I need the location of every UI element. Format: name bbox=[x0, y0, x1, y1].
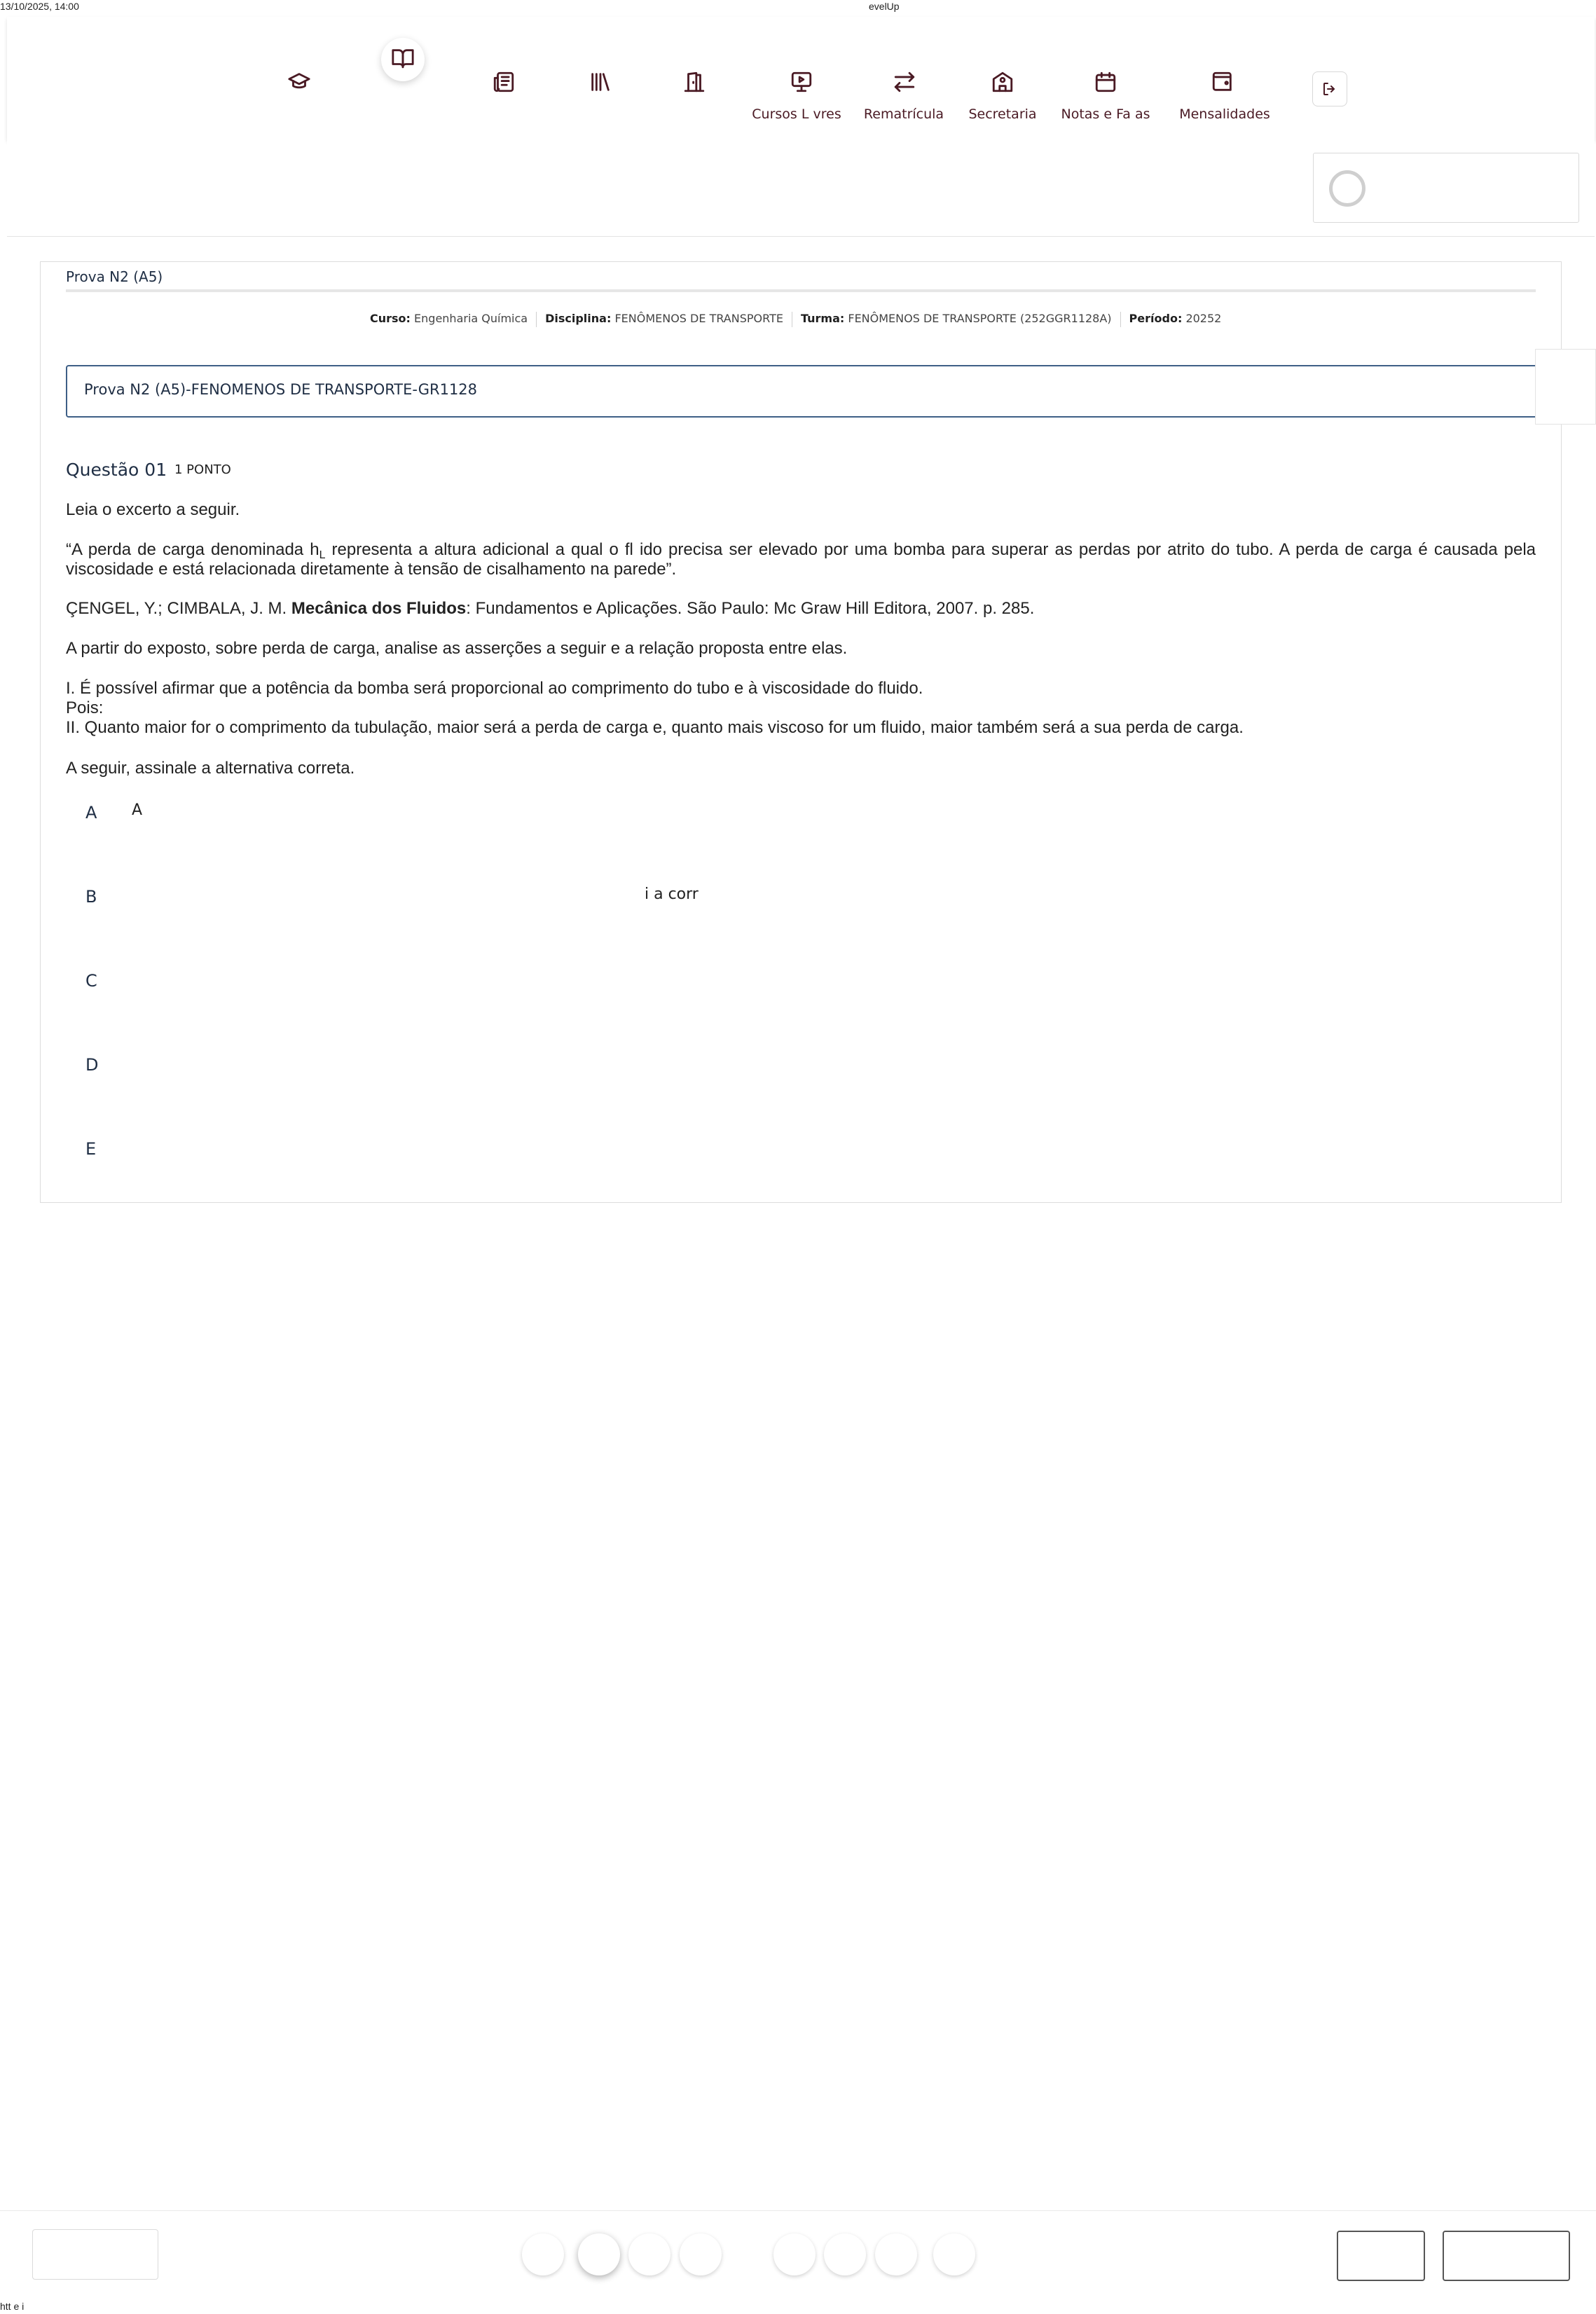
option-letter[interactable]: E bbox=[85, 1139, 97, 1159]
door-icon bbox=[682, 70, 706, 94]
page-dot-current[interactable] bbox=[578, 2233, 620, 2275]
question-navigation-footer bbox=[0, 2210, 1596, 2294]
page-dot[interactable] bbox=[680, 2233, 722, 2275]
nav-label-reenrollment[interactable]: Rematrícula bbox=[863, 106, 944, 122]
page-dot[interactable] bbox=[522, 2233, 564, 2275]
newspaper-icon bbox=[492, 70, 516, 94]
question-intro: Leia o excerto a seguir. bbox=[66, 500, 240, 519]
nav-item-access[interactable] bbox=[682, 70, 706, 94]
page-dot[interactable] bbox=[824, 2233, 866, 2275]
exam-meta-bar bbox=[370, 312, 1230, 327]
page-dot[interactable] bbox=[628, 2233, 670, 2275]
option-letter[interactable]: B bbox=[85, 887, 97, 907]
print-header bbox=[0, 0, 1596, 14]
option-text[interactable]: A bbox=[132, 801, 143, 819]
question-number: Questão 01 bbox=[66, 460, 167, 480]
page-dot[interactable] bbox=[875, 2233, 917, 2275]
avatar bbox=[1329, 170, 1365, 207]
meta-disciplina: Disciplina: FENÔMENOS DE TRANSPORTE bbox=[536, 312, 792, 327]
question-assertion-1: I. É possível afirmar que a potência da bomba será proporcional ao comprimento do tubo e à viscosidade do fluido. bbox=[66, 679, 923, 698]
question-reference: ÇENGEL, Y.; CIMBALA, J. M. Mecânica dos Fluidos: Fundamentos e Aplicações. São Paulo: Mc Graw Hill Editora, 2007. p. 285. bbox=[66, 599, 1035, 618]
play-screen-icon bbox=[790, 70, 813, 94]
library-icon bbox=[589, 70, 612, 94]
open-book-icon bbox=[391, 46, 415, 70]
nav-item-secretary[interactable] bbox=[991, 70, 1014, 94]
option-letter[interactable]: D bbox=[85, 1055, 99, 1075]
page-dot[interactable] bbox=[773, 2233, 816, 2275]
nav-item-tuition[interactable] bbox=[1211, 70, 1234, 94]
nav-item-courses[interactable] bbox=[287, 70, 311, 94]
exam-title: Prova N2 (A5)-FENOMENOS DE TRANSPORTE-GR1128 bbox=[84, 381, 478, 398]
nav-label-secretary[interactable]: Secretaria bbox=[968, 106, 1037, 122]
nav-item-library[interactable] bbox=[589, 70, 612, 94]
question-pois: Pois: bbox=[66, 698, 104, 717]
nav-item-reenrollment[interactable] bbox=[893, 70, 916, 94]
side-panel-tab[interactable] bbox=[1535, 349, 1596, 425]
graduation-cap-icon bbox=[287, 70, 311, 94]
page-dot[interactable] bbox=[933, 2233, 975, 2275]
print-footer-url: htt e i bbox=[0, 2301, 25, 2312]
question-prompt: A seguir, assinale a alternativa correta. bbox=[66, 759, 355, 778]
question-instruction: A partir do exposto, sobre perda de carga, analise as asserções a seguir e a relação proposta entre elas. bbox=[66, 639, 848, 658]
top-navigation bbox=[7, 17, 1595, 140]
wallet-icon bbox=[1211, 70, 1234, 94]
print-title: evelUp bbox=[869, 1, 900, 12]
previous-button[interactable] bbox=[1337, 2231, 1425, 2281]
user-card[interactable] bbox=[1313, 153, 1579, 223]
nav-item-studies[interactable] bbox=[391, 46, 415, 70]
meta-curso: Curso: Engenharia Química bbox=[370, 312, 528, 325]
nav-item-news[interactable] bbox=[492, 70, 516, 94]
meta-periodo: Período: 20252 bbox=[1120, 312, 1230, 327]
calendar-icon bbox=[1094, 70, 1117, 94]
panel-divider bbox=[66, 289, 1536, 292]
nav-label-free-courses[interactable]: Cursos L vres bbox=[752, 106, 841, 122]
exam-title-box bbox=[66, 365, 1596, 418]
nav-label-grades[interactable]: Notas e Fa as bbox=[1061, 106, 1150, 122]
footer-left-button[interactable] bbox=[32, 2229, 158, 2280]
question-points: 1 PONTO bbox=[174, 462, 231, 477]
question-quote: “A perda de carga denominada $h_L$ representa a altura adicional a qual o fl ido precisa ser elevado por uma bomba para superar as perdas por atrito do tubo. A perda de carga é causada pela viscosidade e está relacionada diretamente à tensão de cisalhamento na parede”. bbox=[66, 540, 1536, 579]
logout-button[interactable] bbox=[1312, 71, 1347, 106]
nav-item-grades[interactable] bbox=[1094, 70, 1117, 94]
option-letter[interactable]: C bbox=[85, 971, 97, 991]
print-timestamp: 13/10/2025, 14:00 bbox=[0, 1, 79, 12]
next-button[interactable] bbox=[1443, 2231, 1570, 2281]
nav-item-free-courses[interactable] bbox=[790, 70, 813, 94]
option-letter[interactable]: A bbox=[85, 803, 97, 822]
school-building-icon bbox=[991, 70, 1014, 94]
meta-turma: Turma: FENÔMENOS DE TRANSPORTE (252GGR1128A) bbox=[792, 312, 1120, 327]
swap-arrows-icon bbox=[893, 70, 916, 94]
panel-title: Prova N2 (A5) bbox=[66, 268, 163, 285]
logout-icon bbox=[1321, 81, 1338, 97]
option-text[interactable]: i a corr bbox=[645, 886, 699, 903]
nav-label-tuition[interactable]: Mensalidades bbox=[1179, 106, 1270, 122]
question-assertion-2: II. Quanto maior for o comprimento da tubulação, maior será a perda de carga e, quanto mais viscoso for um fluido, maior também será a sua perda de carga. bbox=[66, 718, 1244, 737]
